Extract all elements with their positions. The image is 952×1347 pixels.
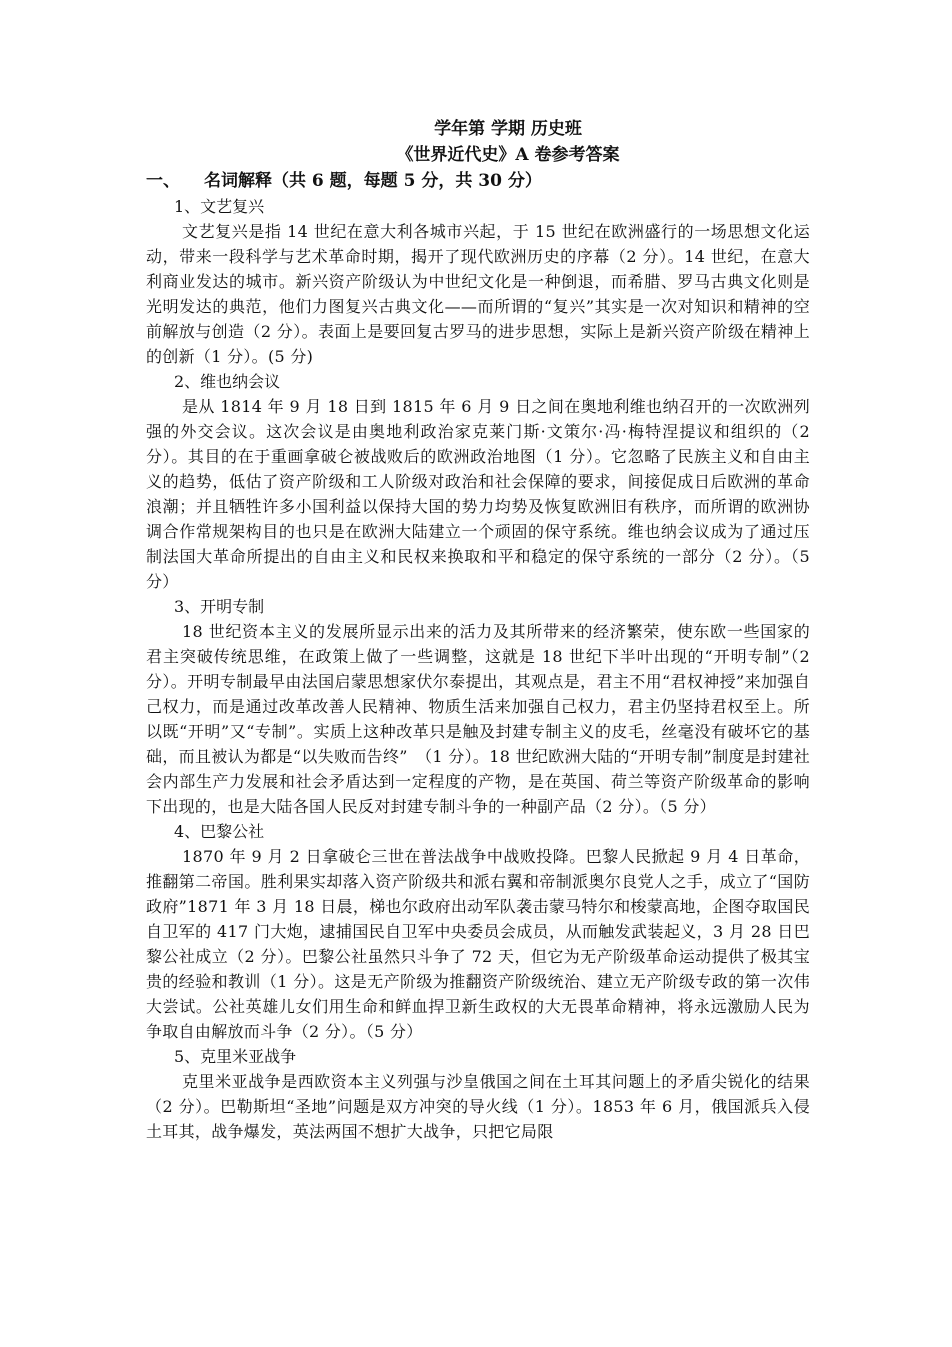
document-title-line2: 《世界近代史》A 卷参考答案 [396,145,620,165]
section-heading [146,168,810,194]
answer-document [146,116,810,1144]
document-title-line1: 学年第 学期 历史班 [434,119,582,139]
term-heading: 1、文艺复兴 [174,197,265,216]
term-explanation: 文艺复兴是指 14 世纪在意大利各城市兴起，于 15 世纪在欧洲盛行的一场思想文化运动，带来一段科学与艺术革命时期，揭开了现代欧洲历史的序幕（2 分）。14 世纪，在意大利商业发达的城市。新兴资产阶级认为中世纪文化是一种倒退，而希腊、罗马古典文化则是光明发达的典范，他们力图复兴古典文化——而所谓的“复兴”其实是一次对知识和精神的空前解放与创造（2 分）。表面上是要回复古罗马的进步思想，实际上是新兴资产阶级在精神上的创新（1 分）。(5 分) [146,222,810,366]
section-title: 名词解释（共 6 题，每题 5 分，共 30 分） [204,171,542,191]
section-number: 一、 [146,171,180,191]
term-explanation: 1870 年 9 月 2 日拿破仑三世在普法战争中战败投降。巴黎人民掀起 9 月 4 日革命，推翻第二帝国。胜利果实却落入资产阶级共和派右翼和帝制派奥尔良党人之手，成立了“国防政府”1871 年 3 月 18 日晨，梯也尔政府出动军队袭击蒙马特尔和梭蒙高地，企图夺取国民自卫军的 417 门大炮，逮捕国民自卫军中央委员会成员，从而触发武装起义，3 月 28 日巴黎公社成立（2 分）。巴黎公社虽然只斗争了 72 天，但它为无产阶级革命运动提供了极其宝贵的经验和教训（1 分）。这是无产阶级为推翻资产阶级统治、建立无产阶级专政的第一次伟大尝试。公社英雄儿女们用生命和鲜血捍卫新生政权的大无畏革命精神，将永远激励人民为争取自由解放而斗争（2 分）。（5 分） [146,847,810,1041]
term-heading: 4、巴黎公社 [174,822,265,841]
term-heading: 5、克里米亚战争 [174,1047,297,1066]
term-heading: 3、开明专制 [174,597,265,616]
term-heading: 2、维也纳会议 [174,372,281,391]
term-explanation: 是从 1814 年 9 月 18 日到 1815 年 6 月 9 日之间在奥地利维也纳召开的一次欧洲列强的外交会议。这次会议是由奥地利政治家克莱门斯·文策尔·冯·梅特涅提议和组织的（2 分）。其目的在于重画拿破仑被战败后的欧洲政治地图（1 分）。它忽略了民族主义和自由主义的趋势，低估了资产阶级和工人阶级对政治和社会保障的要求，间接促成日后欧洲的革命浪潮；并且牺牲许多小国利益以保持大国的势力均势及恢复欧洲旧有秩序，而所谓的欧洲协调合作常规架构目的也只是在欧洲大陆建立一个顽固的保守系统。维也纳会议成为了通过压制法国大革命所提出的自由主义和民权来换取和平和稳定的保守系统的一部分（2 分）。（5 分） [146,397,810,591]
term-explanation: 18 世纪资本主义的发展所显示出来的活力及其所带来的经济繁荣，使东欧一些国家的君主突破传统思维，在政策上做了一些调整，这就是 18 世纪下半叶出现的“开明专制”（2 分）。开明专制最早由法国启蒙思想家伏尔泰提出，其观点是，君主不用“君权神授”来加强自己权力，而是通过改革改善人民精神、物质生活来加强自己权力，君主仍坚持君权至上。所以既“开明”又“专制”。实质上这种改革只是触及封建专制主义的皮毛，丝毫没有破坏它的基础，而且被认为都是“以失败而告终” （1 分）。18 世纪欧洲大陆的“开明专制”制度是封建社会内部生产力发展和社会矛盾达到一定程度的产物，是在英国、荷兰等资产阶级革命的影响下出现的，也是大陆各国人民反对封建专制斗争的一种副产品（2 分）。（5 分） [146,622,810,816]
term-explanation: 克里米亚战争是西欧资本主义列强与沙皇俄国之间在土耳其问题上的矛盾尖锐化的结果（2 分）。巴勒斯坦“圣地”问题是双方冲突的导火线（1 分）。1853 年 6 月，俄国派兵入侵土耳其，战争爆发，英法两国不想扩大战争，只把它局限 [146,1072,810,1141]
